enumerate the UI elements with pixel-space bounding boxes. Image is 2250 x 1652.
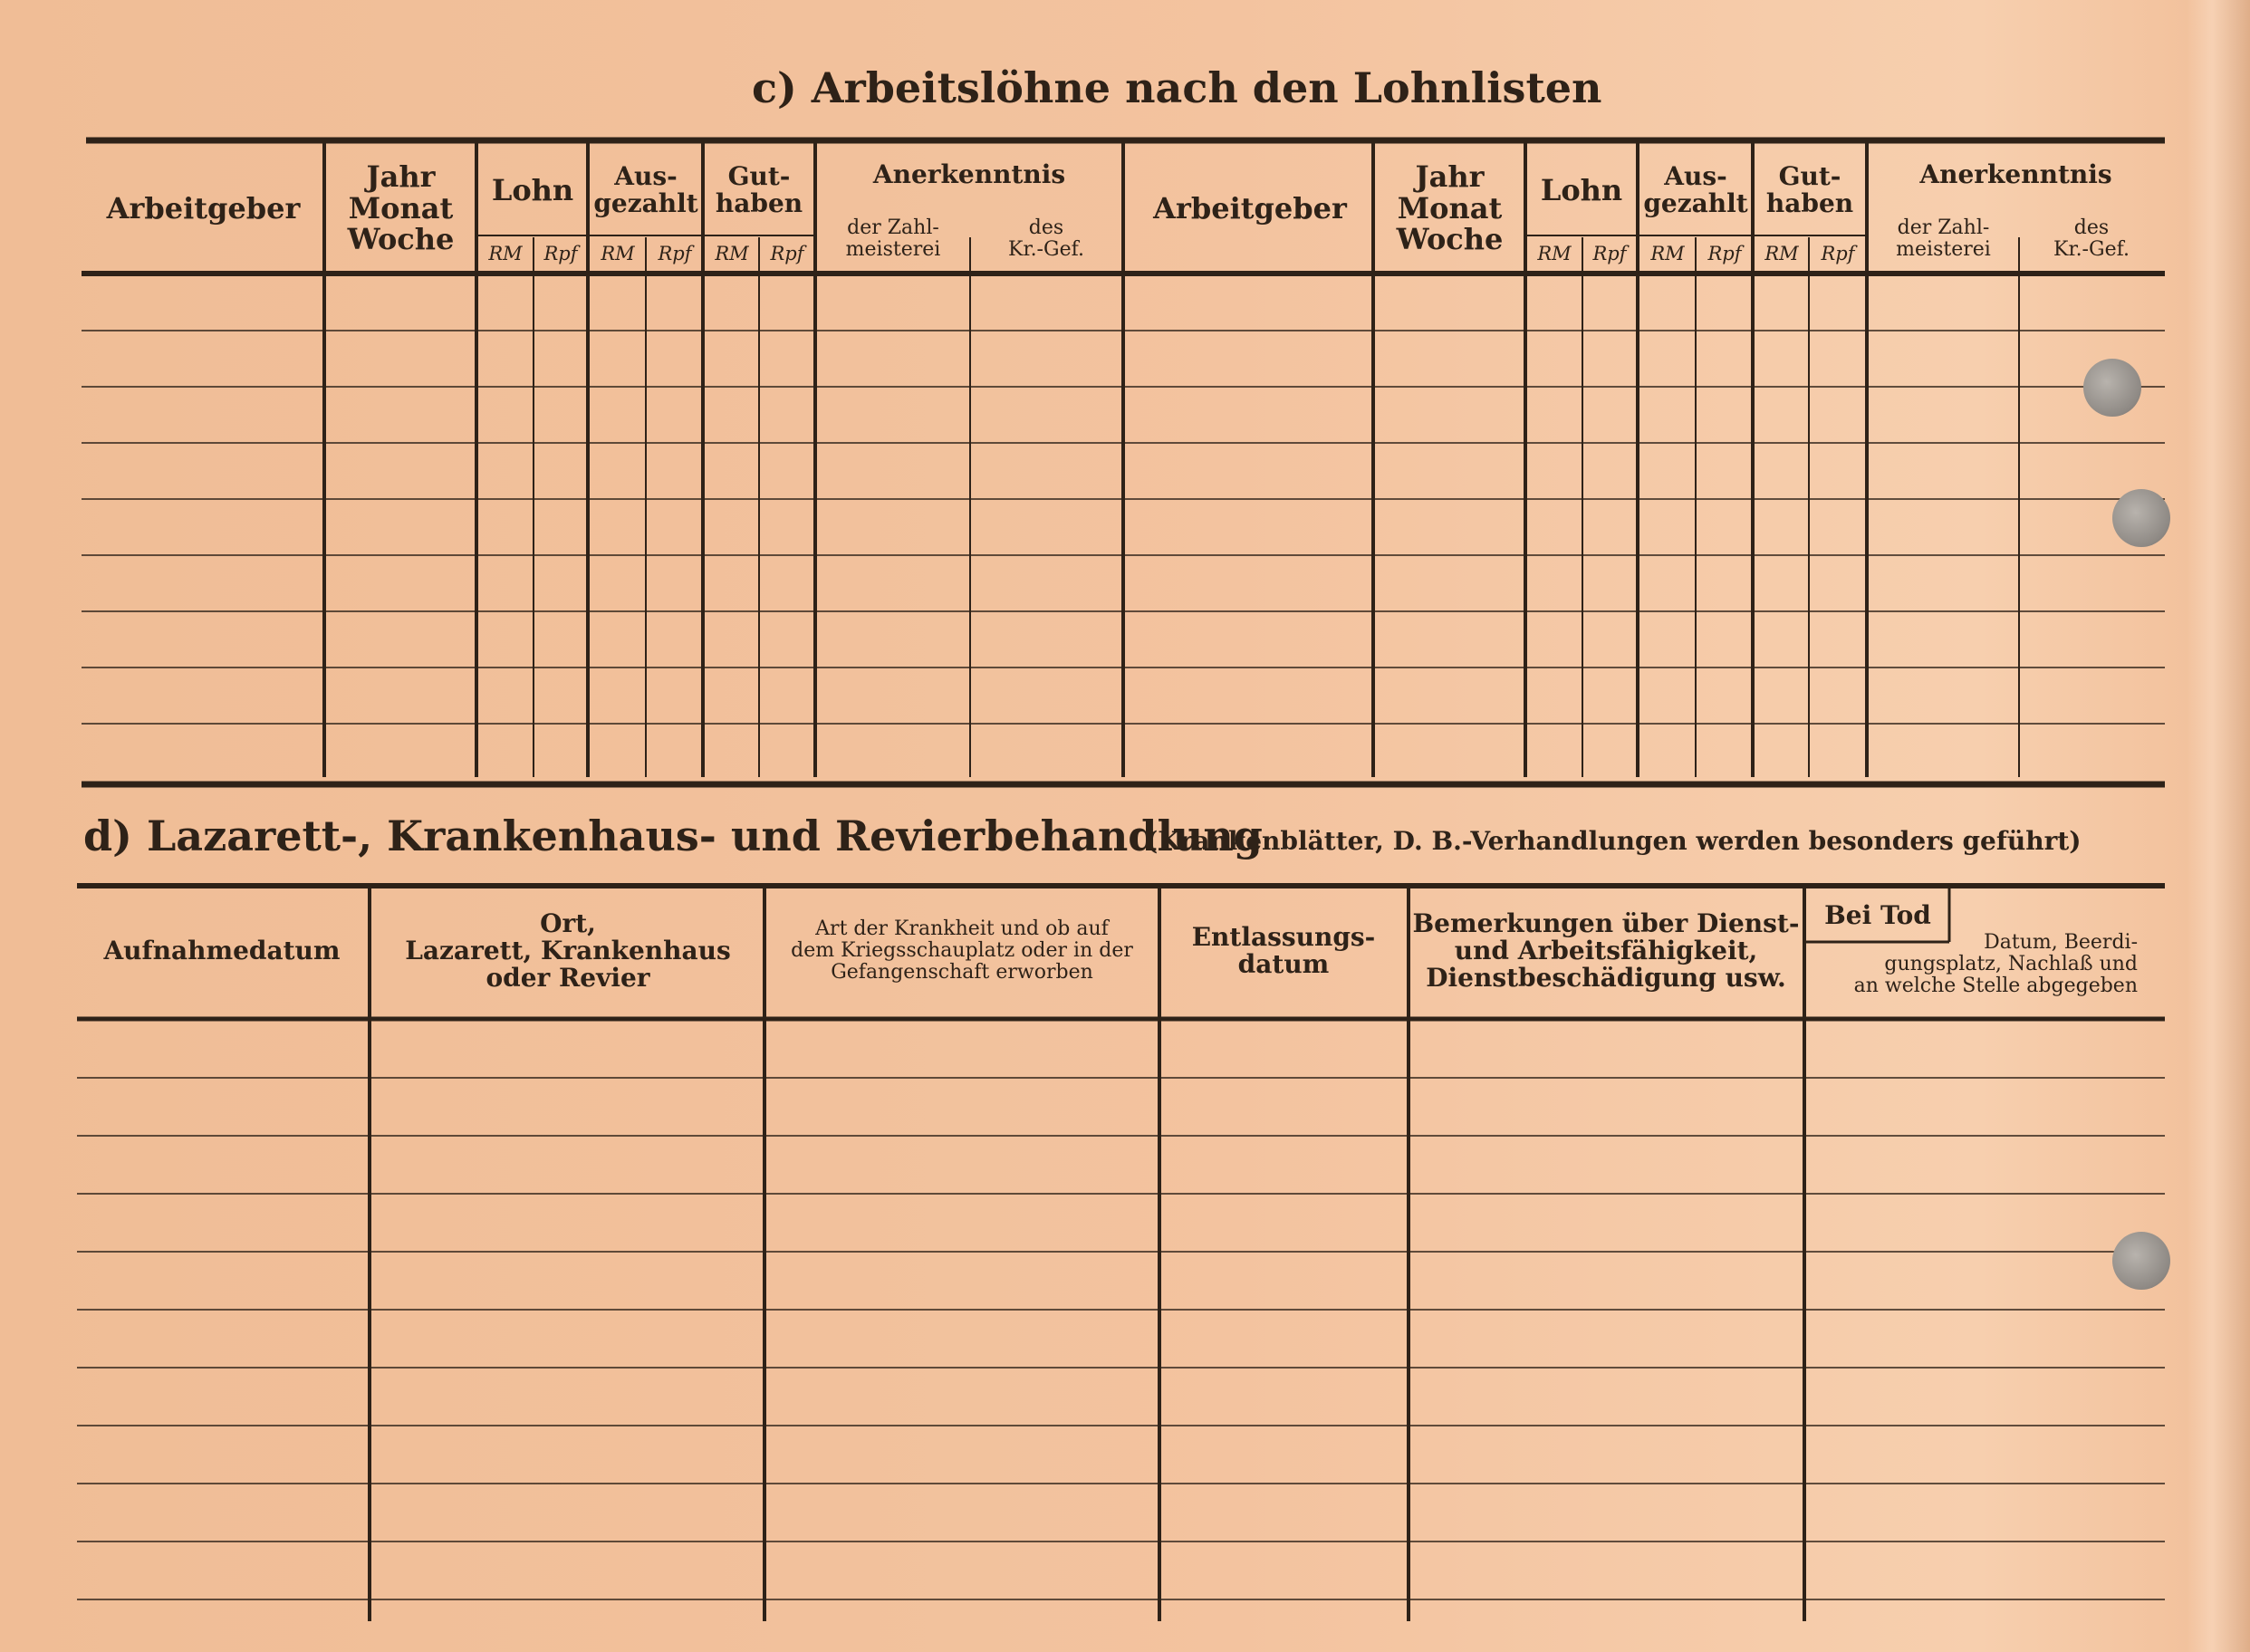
- header-lohn-rpf: Rpf: [543, 242, 578, 264]
- header-guthaben-rpf-2: Rpf: [1821, 242, 1855, 264]
- header-ausgezahlt-2: Aus- gezahlt: [1643, 160, 1748, 218]
- header-arbeitgeber: Arbeitgeber: [106, 190, 301, 226]
- header-lohn: Lohn: [491, 172, 574, 207]
- header-ausgezahlt-rm: RM: [601, 242, 635, 264]
- section-c-title: c) Arbeitslöhne nach den Lohnlisten: [752, 63, 1602, 112]
- header-bei-tod: Bei Tod: [1824, 899, 1931, 930]
- punch-hole: [2112, 489, 2170, 547]
- header-des-kr-gef: des Kr.-Gef.: [1008, 216, 1084, 261]
- punch-hole: [2112, 1232, 2170, 1290]
- header-guthaben-rpf: Rpf: [770, 242, 804, 264]
- header-ausgezahlt-rpf-2: Rpf: [1707, 242, 1742, 264]
- punch-hole: [2083, 359, 2141, 417]
- header-lohn-2: Lohn: [1540, 172, 1623, 207]
- header-guthaben: Gut- haben: [715, 160, 803, 218]
- header-ort: Ort, Lazarett, Krankenhaus oder Revier: [405, 908, 731, 994]
- header-bemerkungen: Bemerkungen über Dienst- und Arbeitsfähigkeit, Dienstbeschädigung usw.: [1412, 908, 1800, 994]
- header-ausgezahlt: Aus- gezahlt: [593, 160, 698, 218]
- header-ausgezahlt-rpf: Rpf: [658, 242, 692, 264]
- header-anerkenntnis-2: Anerkenntnis: [1919, 158, 2112, 189]
- header-datum-beerdigung: Datum, Beerdi- gungsplatz, Nachlaß und an welche Stelle abgegeben: [1853, 931, 2138, 997]
- header-des-kr-gef-2: des Kr.-Gef.: [2053, 216, 2130, 261]
- header-lohn-rm: RM: [488, 242, 523, 264]
- header-lohn-rpf-2: Rpf: [1592, 242, 1627, 264]
- header-arbeitgeber-2: Arbeitgeber: [1153, 190, 1347, 226]
- header-der-zahlmeisterei: der Zahl- meisterei: [845, 216, 941, 261]
- header-ausgezahlt-rm-2: RM: [1650, 242, 1685, 264]
- header-anerkenntnis: Anerkenntnis: [872, 158, 1066, 189]
- header-aufnahmedatum: Aufnahmedatum: [103, 935, 341, 965]
- header-art-der-krankheit: Art der Krankheit und ob auf dem Kriegsschauplatz oder in der Gefangenschaft erworben: [791, 917, 1133, 984]
- header-der-zahlmeisterei-2: der Zahl- meisterei: [1896, 216, 1991, 261]
- header-entlassungsdatum: Entlassungs- datum: [1191, 921, 1376, 979]
- header-jahr-monat-woche: Jahr Monat Woche: [347, 159, 455, 257]
- header-guthaben-2: Gut- haben: [1765, 160, 1854, 218]
- header-lohn-rm-2: RM: [1537, 242, 1572, 264]
- header-guthaben-rm-2: RM: [1764, 242, 1799, 264]
- section-d-title: d) Lazarett-, Krankenhaus- und Revierbehandlung: [83, 812, 1263, 860]
- header-jahr-monat-woche-2: Jahr Monat Woche: [1396, 159, 1504, 257]
- header-guthaben-rm: RM: [715, 242, 749, 264]
- section-d-note: (Krankenblätter, D. B.-Verhandlungen werden besonders geführt): [1146, 826, 2082, 856]
